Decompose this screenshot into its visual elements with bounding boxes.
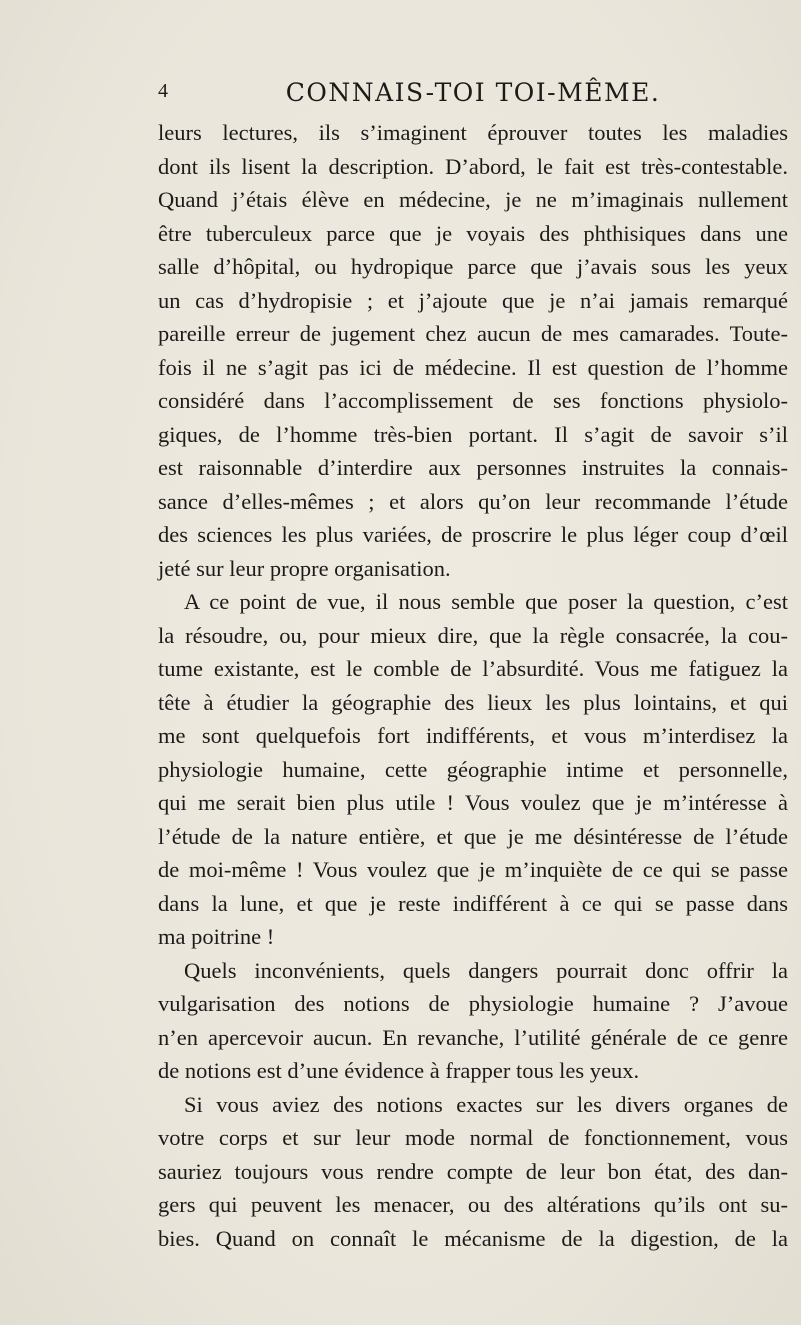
text-line: qui me serait bien plus utile ! Vous voulez que je m’intéresse à (158, 790, 788, 815)
paragraph-start-line: Quels inconvénients, quels dangers pourrait donc offrir la (184, 957, 788, 983)
text-line: me sont quelquefois fort indifférents, et vous m’interdisez la (158, 723, 788, 748)
text-line: l’étude de la nature entière, et que je me désintéresse de l’étude (158, 823, 788, 849)
text-line: considéré dans l’accomplissement de ses fonctions physiolo- (158, 388, 788, 413)
text-line: de moi-même ! Vous voulez que je m’inquiète de ce qui se passe (158, 857, 788, 882)
text-line: giques, de l’homme très-bien portant. Il s’agit de savoir s’il (158, 421, 788, 447)
text-line: être tuberculeux parce que je voyais des phthisiques dans une (158, 220, 788, 246)
text-line: salle d’hôpital, ou hydropique parce que j’avais sous les yeux (158, 254, 788, 279)
text-line: fois il ne s’agit pas ici de médecine. Il est question de l’homme (158, 354, 788, 380)
paragraph-end-line: ma poitrine ! (158, 924, 275, 949)
text-line: bies. Quand on connaît le mécanisme de la digestion, de la (158, 1225, 788, 1251)
body-text (158, 116, 788, 1255)
text-line: la résoudre, ou, pour mieux dire, que la règle consacrée, la cou- (158, 622, 788, 648)
paragraph-end-line: de notions est d’une évidence à frapper tous les yeux. (158, 1058, 640, 1083)
paragraph-start-line: Si vous aviez des notions exactes sur les divers organes de (184, 1091, 788, 1117)
text-line: gers qui peuvent les menacer, ou des altérations qu’ils ont su- (158, 1192, 788, 1217)
text-line: est raisonnable d’interdire aux personnes instruites la connais- (158, 455, 788, 480)
text-line: pareille erreur de jugement chez aucun de mes camarades. Toute- (158, 321, 788, 346)
text-line: tume existante, est le comble de l’absurdité. Vous me fatiguez la (158, 656, 788, 681)
text-line: dont ils lisent la description. D’abord, le fait est très-contestable. (158, 153, 788, 179)
text-line: n’en apercevoir aucun. En revanche, l’utilité générale de ce genre (158, 1024, 788, 1050)
text-line: physiologie humaine, cette géographie intime et personnelle, (158, 756, 788, 782)
page-number: 4 (158, 80, 168, 102)
paragraph-end-line: jeté sur leur propre organisation. (158, 555, 451, 581)
running-title: CONNAIS-TOI TOI-MÊME. (285, 78, 661, 107)
paragraph-start-line: A ce point de vue, il nous semble que poser la question, c’est (184, 589, 788, 614)
text-line: leurs lectures, ils s’imaginent éprouver toutes les maladies (158, 120, 788, 145)
text-line: votre corps et sur leur mode normal de fonctionnement, vous (158, 1125, 788, 1150)
text-line: sauriez toujours vous rendre compte de leur bon état, des dan- (158, 1158, 788, 1184)
page-header (158, 74, 788, 114)
text-line: vulgarisation des notions de physiologie humaine ? J’avoue (158, 991, 788, 1016)
text-line: Quand j’étais élève en médecine, je ne m’imaginais nullement (158, 187, 788, 212)
text-line: un cas d’hydropisie ; et j’ajoute que je n’ai jamais remarqué (158, 287, 788, 313)
text-line: tête à étudier la géographie des lieux les plus lointains, et qui (158, 689, 788, 715)
text-line: sance d’elles-mêmes ; et alors qu’on leur recommande l’étude (158, 488, 788, 514)
text-line: dans la lune, et que je reste indifférent à ce qui se passe dans (158, 890, 788, 916)
text-line: des sciences les plus variées, de proscrire le plus léger coup d’œil (158, 522, 788, 547)
